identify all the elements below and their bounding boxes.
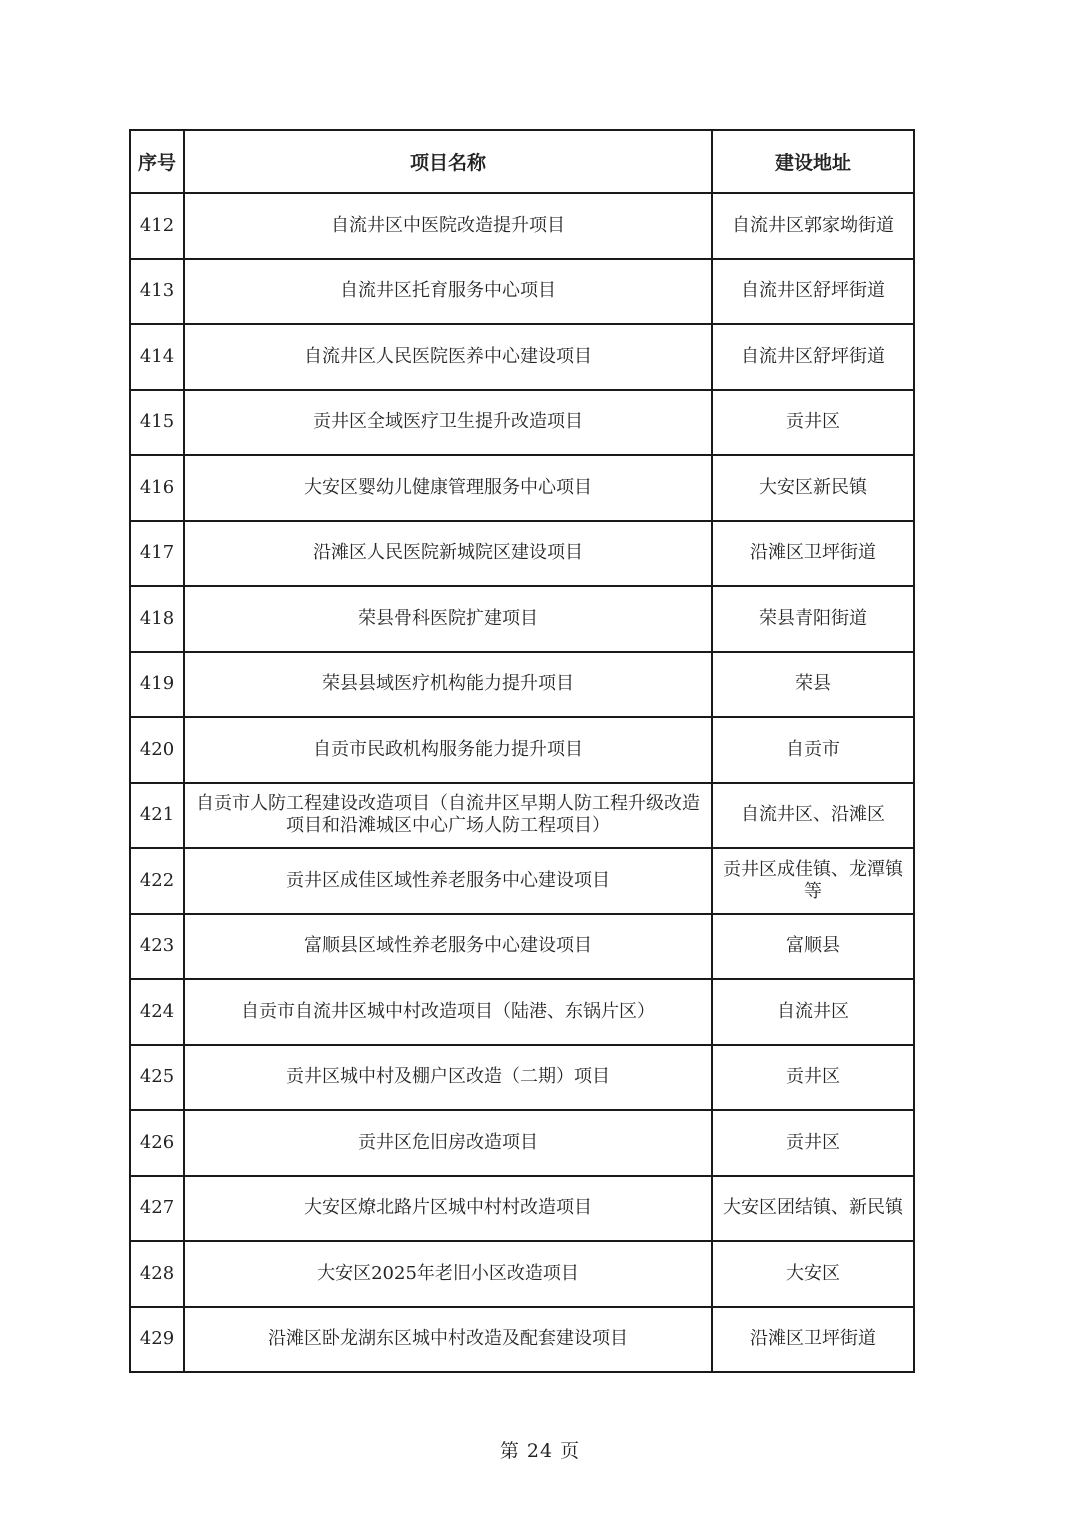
- cell-project-name: 贡井区城中村及棚户区改造（二期）项目: [184, 1045, 712, 1111]
- cell-address: 自流井区: [712, 979, 914, 1045]
- project-table: [129, 129, 915, 1373]
- table-row: [130, 1307, 914, 1373]
- cell-project-name: 大安区燎北路片区城中村村改造项目: [184, 1176, 712, 1242]
- cell-project-name: 沿滩区人民医院新城院区建设项目: [184, 521, 712, 587]
- table-row: [130, 717, 914, 783]
- header-address: 建设地址: [712, 130, 914, 193]
- cell-serial-number: 423: [130, 914, 184, 980]
- cell-serial-number: 414: [130, 324, 184, 390]
- cell-serial-number: 417: [130, 521, 184, 587]
- cell-project-name: 自流井区托育服务中心项目: [184, 259, 712, 325]
- table-row: [130, 652, 914, 718]
- cell-serial-number: 429: [130, 1307, 184, 1373]
- cell-project-name: 贡井区成佳区域性养老服务中心建设项目: [184, 848, 712, 914]
- cell-serial-number: 416: [130, 455, 184, 521]
- table-row: [130, 783, 914, 849]
- cell-address: 自流井区、沿滩区: [712, 783, 914, 849]
- cell-serial-number: 415: [130, 390, 184, 456]
- cell-serial-number: 413: [130, 259, 184, 325]
- cell-project-name: 贡井区全域医疗卫生提升改造项目: [184, 390, 712, 456]
- cell-project-name: 自流井区中医院改造提升项目: [184, 193, 712, 259]
- table-row: [130, 1241, 914, 1307]
- cell-address: 贡井区: [712, 1045, 914, 1111]
- cell-address: 大安区团结镇、新民镇: [712, 1176, 914, 1242]
- cell-project-name: 自流井区人民医院医养中心建设项目: [184, 324, 712, 390]
- cell-project-name: 沿滩区卧龙湖东区城中村改造及配套建设项目: [184, 1307, 712, 1373]
- table-row: [130, 324, 914, 390]
- table-body: [130, 193, 914, 1372]
- cell-address: 富顺县: [712, 914, 914, 980]
- table-row: [130, 1176, 914, 1242]
- table-row: [130, 455, 914, 521]
- cell-project-name: 贡井区危旧房改造项目: [184, 1110, 712, 1176]
- cell-address: 大安区: [712, 1241, 914, 1307]
- cell-address: 自流井区舒坪街道: [712, 324, 914, 390]
- cell-serial-number: 422: [130, 848, 184, 914]
- cell-serial-number: 424: [130, 979, 184, 1045]
- table-header: [130, 130, 914, 193]
- table-row: [130, 979, 914, 1045]
- cell-address: 荣县: [712, 652, 914, 718]
- cell-project-name: 富顺县区域性养老服务中心建设项目: [184, 914, 712, 980]
- cell-address: 贡井区: [712, 1110, 914, 1176]
- cell-serial-number: 425: [130, 1045, 184, 1111]
- table-row: [130, 848, 914, 914]
- cell-serial-number: 418: [130, 586, 184, 652]
- cell-serial-number: 421: [130, 783, 184, 849]
- table-row: [130, 521, 914, 587]
- cell-address: 贡井区: [712, 390, 914, 456]
- cell-project-name: 自贡市自流井区城中村改造项目（陆港、东锅片区）: [184, 979, 712, 1045]
- cell-serial-number: 426: [130, 1110, 184, 1176]
- page-number: 第 24 页: [499, 1440, 581, 1462]
- cell-project-name: 荣县骨科医院扩建项目: [184, 586, 712, 652]
- cell-project-name: 自贡市民政机构服务能力提升项目: [184, 717, 712, 783]
- cell-address: 沿滩区卫坪街道: [712, 521, 914, 587]
- cell-project-name: 自贡市人防工程建设改造项目（自流井区早期人防工程升级改造项目和沿滩城区中心广场人防工程项目）: [184, 783, 712, 849]
- cell-project-name: 荣县县域医疗机构能力提升项目: [184, 652, 712, 718]
- cell-project-name: 大安区婴幼儿健康管理服务中心项目: [184, 455, 712, 521]
- cell-address: 贡井区成佳镇、龙潭镇等: [712, 848, 914, 914]
- cell-project-name: 大安区2025年老旧小区改造项目: [184, 1241, 712, 1307]
- cell-address: 自贡市: [712, 717, 914, 783]
- table-row: [130, 914, 914, 980]
- cell-serial-number: 428: [130, 1241, 184, 1307]
- table-row: [130, 1045, 914, 1111]
- header-serial-number: 序号: [130, 130, 184, 193]
- header-project-name: 项目名称: [184, 130, 712, 193]
- table-row: [130, 259, 914, 325]
- cell-address: 荣县青阳街道: [712, 586, 914, 652]
- cell-serial-number: 427: [130, 1176, 184, 1242]
- table-row: [130, 1110, 914, 1176]
- cell-address: 自流井区郭家坳街道: [712, 193, 914, 259]
- header-row: [130, 130, 914, 193]
- cell-address: 自流井区舒坪街道: [712, 259, 914, 325]
- table-row: [130, 586, 914, 652]
- cell-serial-number: 420: [130, 717, 184, 783]
- cell-serial-number: 419: [130, 652, 184, 718]
- table-row: [130, 193, 914, 259]
- table-row: [130, 390, 914, 456]
- cell-address: 沿滩区卫坪街道: [712, 1307, 914, 1373]
- cell-serial-number: 412: [130, 193, 184, 259]
- cell-address: 大安区新民镇: [712, 455, 914, 521]
